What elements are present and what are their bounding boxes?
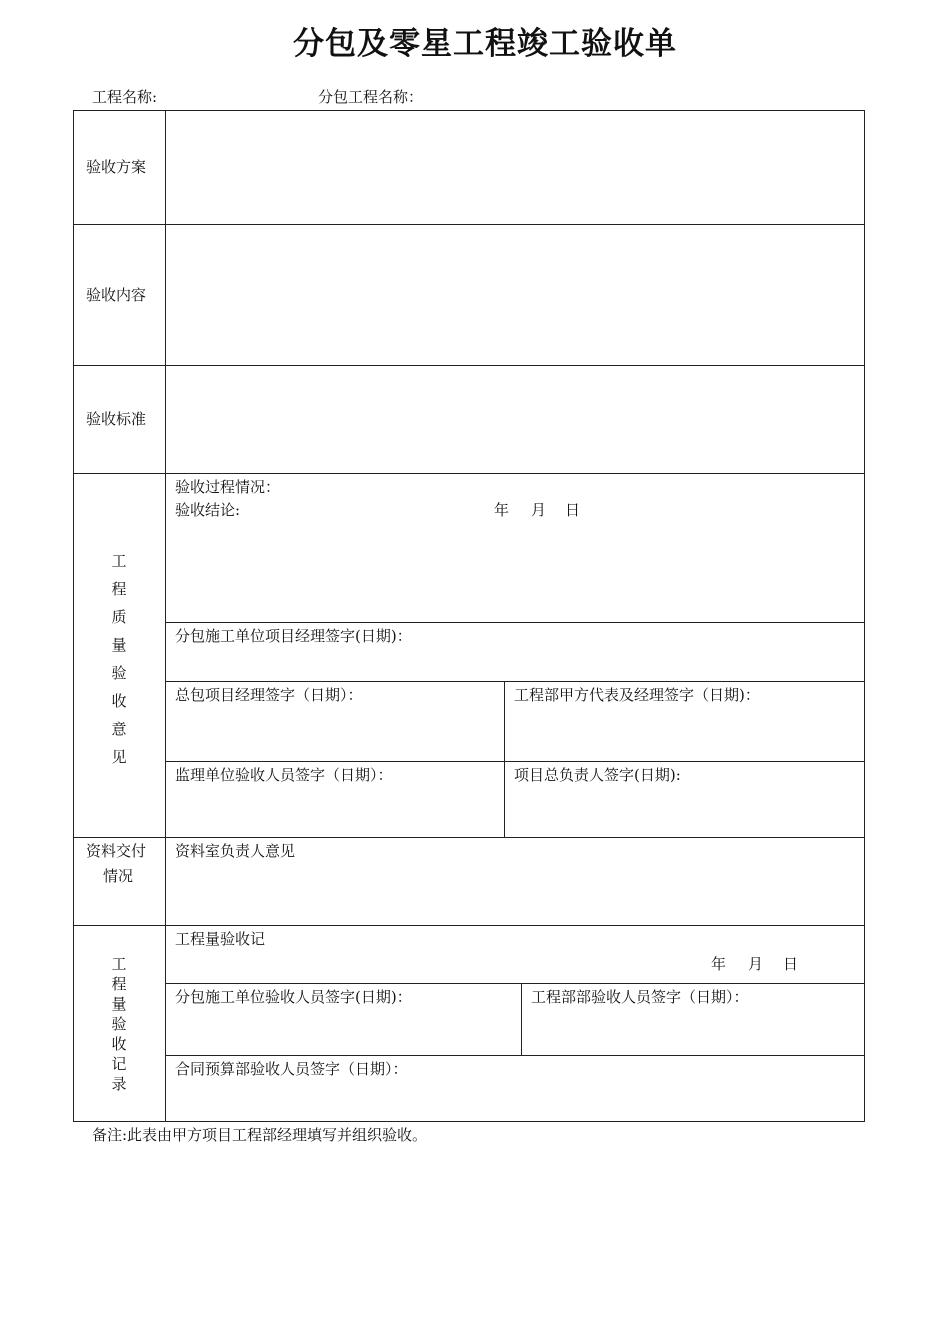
gc-pm-signature-field: 总包项目经理签字（日期）：: [175, 686, 363, 704]
quantity-record-field: 工程量验收记: [175, 930, 266, 948]
label-char: 量: [111, 995, 127, 1013]
supervisor-signature-field: 监理单位验收人员签字（日期）：: [175, 766, 393, 784]
quantity-record-label: [109, 954, 129, 1094]
label-char: 工: [111, 552, 127, 570]
table-border-right: [864, 110, 865, 1122]
row-divider: [165, 622, 865, 623]
label-char: 工: [111, 955, 127, 973]
table-border-left: [73, 110, 74, 1122]
date-day: 日: [783, 955, 799, 973]
document-title: 分包及零星工程竣工验收单: [293, 26, 677, 62]
date-year: 年: [711, 955, 727, 973]
footer-note: 备注:此表由甲方项目工程部经理填写并组织验收。: [92, 1126, 428, 1144]
project-name-label: 工程名称:: [92, 88, 158, 106]
label-char: 质: [111, 608, 127, 626]
row-divider: [73, 365, 865, 366]
subcontract-name-label: 分包工程名称：: [318, 88, 424, 106]
label-char: 程: [111, 975, 127, 993]
content-label: 验收内容: [86, 286, 147, 304]
label-char: 量: [111, 636, 127, 654]
date-month: 月: [748, 955, 764, 973]
budget-acceptor-signature-field: 合同预算部验收人员签字（日期）：: [175, 1060, 408, 1078]
quality-opinion-label: [109, 547, 129, 771]
signature-column-divider: [521, 983, 522, 1055]
process-label: 验收过程情况：: [175, 478, 281, 496]
sub-acceptor-signature-field: 分包施工单位验收人员签字(日期)：: [175, 988, 412, 1006]
row-divider: [165, 681, 865, 682]
row-divider: [73, 224, 865, 225]
plan-label: 验收方案: [86, 158, 147, 176]
conclusion-label: 验收结论:: [175, 501, 241, 519]
standard-label: 验收标准: [86, 410, 147, 428]
label-char: 程: [111, 580, 127, 598]
dept-acceptor-signature-field: 工程部部验收人员签字（日期）：: [531, 988, 749, 1006]
row-divider: [73, 473, 865, 474]
row-divider: [73, 837, 865, 838]
label-char: 收: [111, 692, 127, 710]
date-year: 年: [494, 501, 510, 519]
label-char: 录: [111, 1075, 127, 1093]
label-char: 收: [111, 1035, 127, 1053]
date-month: 月: [531, 501, 547, 519]
project-chief-signature-field: 项目总负责人签字(日期):: [514, 766, 681, 784]
docs-label-line2: 情况: [103, 867, 134, 885]
label-char: 验: [111, 664, 127, 682]
date-day: 日: [565, 501, 581, 519]
row-divider: [165, 1055, 865, 1056]
row-divider: [165, 761, 865, 762]
docs-room-opinion: 资料室负责人意见: [175, 842, 296, 860]
label-char: 记: [111, 1055, 127, 1073]
table-border-top: [73, 110, 865, 111]
label-char: 见: [111, 748, 127, 766]
row-divider: [165, 983, 865, 984]
label-char: 验: [111, 1015, 127, 1033]
docs-label-line1: 资料交付: [86, 842, 147, 860]
label-char: 意: [111, 720, 127, 738]
row-divider: [73, 925, 865, 926]
label-column-divider: [165, 110, 166, 1122]
signature-column-divider: [504, 681, 505, 837]
table-border-bottom: [73, 1121, 865, 1122]
sub-pm-signature-field: 分包施工单位项目经理签字(日期)：: [175, 627, 412, 645]
client-rep-signature-field: 工程部甲方代表及经理签字（日期)：: [514, 686, 760, 704]
